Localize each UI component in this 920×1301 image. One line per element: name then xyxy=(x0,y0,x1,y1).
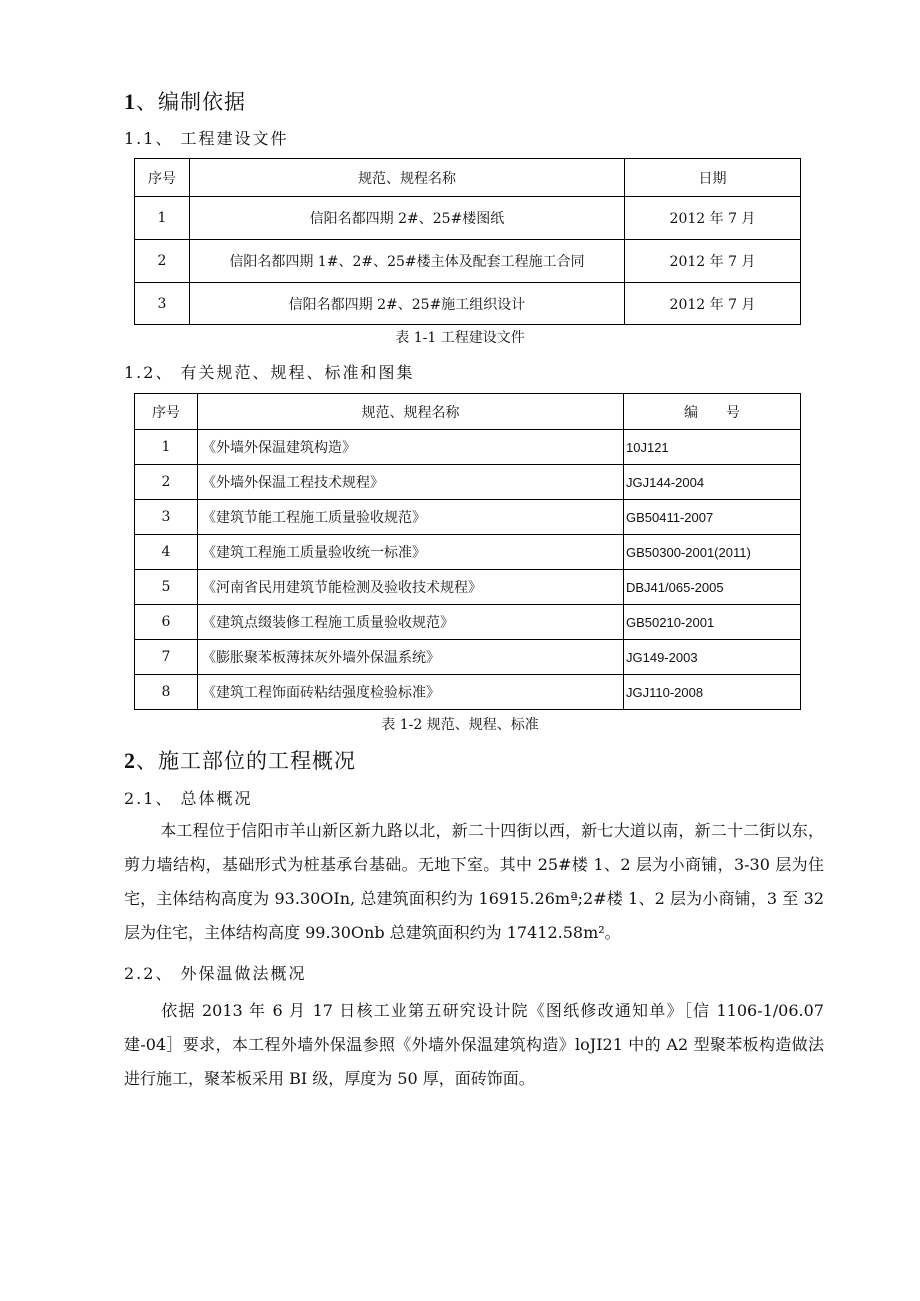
header-cell: 规范、规程名称 xyxy=(190,159,625,197)
cell-name: 《建筑工程施工质量验收统一标准》 xyxy=(198,535,624,570)
cell-name: 《建筑点缀装修工程施工质量验收规范》 xyxy=(198,605,624,640)
overview-paragraph: 本工程位于信阳市羊山新区新九路以北，新二十四街以西，新七大道以南，新二十二街以东，剪力墙结构，基础形式为桩基承台基础。无地下室。其中 25#楼 1、2 层为小商铺，3-30 层为住宅，主体结构高度为 93.30OIn, 总建筑面积约为 16915.26mª;2#楼 1、2 层为小商铺，3 至 32 层为住宅，主体结构高度 99.30Onb 总建筑面积约为 17412.58m²。 xyxy=(124,821,824,942)
table-row xyxy=(135,283,801,325)
insulation-paragraph: 依据 2013 年 6 月 17 日核工业第五研究设计院《图纸修改通知单》［信 1106-1/06.07 建-04］要求，本工程外墙外保温参照《外墙外保温建筑构造》loJI21 中的 A2 型聚苯板构造做法进行施工，聚苯板采用 BI 级，厚度为 50 厚，面砖饰面。 xyxy=(124,1001,824,1088)
cell-index: 8 xyxy=(135,675,198,710)
cell-code: JGJ110-2008 xyxy=(624,675,801,710)
table-1-2-caption: 表 1-2 规范、规程、标准 xyxy=(381,717,539,733)
cell-code: JGJ144-2004 xyxy=(624,465,801,500)
header-cell: 规范、规程名称 xyxy=(198,394,624,430)
table-row xyxy=(135,430,801,465)
table-row xyxy=(135,640,801,675)
cell-index: 1 xyxy=(135,197,190,240)
cell-name: 信阳名都四期 2#、25#施工组织设计 xyxy=(190,283,625,325)
cell-code: GB50210-2001 xyxy=(624,605,801,640)
section-2-1-heading: 2.1、 总体概况 xyxy=(124,789,253,808)
header-cell: 日期 xyxy=(625,159,801,197)
table-row xyxy=(135,465,801,500)
cell-code: DBJ41/065-2005 xyxy=(624,570,801,605)
section-1-1-heading: 1.1、 工程建设文件 xyxy=(124,129,289,148)
cell-name: 《外墙外保温建筑构造》 xyxy=(198,430,624,465)
cell-code: GB50411-2007 xyxy=(624,500,801,535)
engineering-documents-table xyxy=(134,158,801,325)
header-cell: 序号 xyxy=(135,159,190,197)
table-row xyxy=(135,570,801,605)
cell-name: 《建筑工程饰面砖粘结强度检验标准》 xyxy=(198,675,624,710)
cell-index: 4 xyxy=(135,535,198,570)
cell-code: JG149-2003 xyxy=(624,640,801,675)
table-row xyxy=(135,675,801,710)
section-1-heading: 1、编制依据 xyxy=(124,89,246,114)
table-row xyxy=(135,240,801,283)
cell-index: 3 xyxy=(135,283,190,325)
cell-name: 信阳名都四期 2#、25#楼图纸 xyxy=(190,197,625,240)
cell-name: 《膨胀聚苯板薄抹灰外墙外保温系统》 xyxy=(198,640,624,675)
section-1-2-heading: 1.2、 有关规范、规程、标准和图集 xyxy=(124,363,415,382)
cell-index: 6 xyxy=(135,605,198,640)
header-cell: 编 号 xyxy=(624,394,801,430)
cell-name: 《建筑节能工程施工质量验收规范》 xyxy=(198,500,624,535)
cell-index: 2 xyxy=(135,240,190,283)
cell-index: 3 xyxy=(135,500,198,535)
table-header-row xyxy=(135,394,801,430)
table-row xyxy=(135,605,801,640)
cell-index: 1 xyxy=(135,430,198,465)
cell-code: 10J121 xyxy=(624,430,801,465)
section-2-heading: 2、施工部位的工程概况 xyxy=(124,748,356,773)
cell-code: GB50300-2001(2011) xyxy=(624,535,801,570)
cell-name: 《河南省民用建筑节能检测及验收技术规程》 xyxy=(198,570,624,605)
cell-date: 2012 年 7 月 xyxy=(625,283,801,325)
cell-index: 5 xyxy=(135,570,198,605)
cell-name: 《外墙外保温工程技术规程》 xyxy=(198,465,624,500)
cell-index: 2 xyxy=(135,465,198,500)
header-cell: 序号 xyxy=(135,394,198,430)
table-header-row xyxy=(135,159,801,197)
cell-name: 信阳名都四期 1#、2#、25#楼主体及配套工程施工合同 xyxy=(190,240,625,283)
table-row xyxy=(135,197,801,240)
table-row xyxy=(135,500,801,535)
cell-date: 2012 年 7 月 xyxy=(625,197,801,240)
cell-index: 7 xyxy=(135,640,198,675)
section-2-2-heading: 2.2、 外保温做法概况 xyxy=(124,964,307,983)
standards-table xyxy=(134,393,801,710)
table-row xyxy=(135,535,801,570)
table-1-1-caption: 表 1-1 工程建设文件 xyxy=(395,330,525,346)
cell-date: 2012 年 7 月 xyxy=(625,240,801,283)
